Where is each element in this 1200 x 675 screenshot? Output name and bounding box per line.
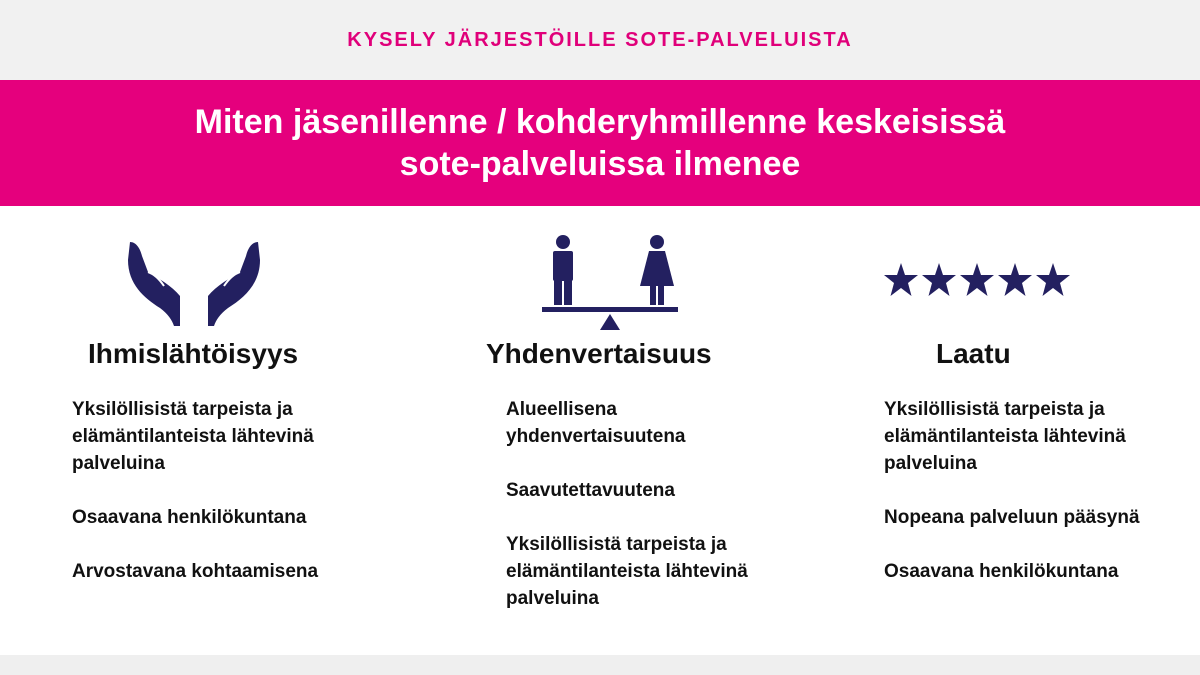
equality-scale-icon <box>540 234 680 330</box>
list-item: Osaavana henkilökuntana <box>884 561 1119 582</box>
list-item: Arvostavana kohtaamisena <box>72 561 319 582</box>
heading-ihmislahtoisyys: Ihmislähtöisyys <box>88 338 299 369</box>
list-item: Osaavana henkilökuntana <box>72 507 307 528</box>
five-stars-icon <box>884 263 1074 299</box>
list-item: Nopeana palveluun pääsynä <box>884 507 1140 528</box>
open-hands-icon <box>124 236 264 328</box>
top-bar <box>0 0 1200 80</box>
list-item: Yksilöllisistä tarpeista ja elämäntilanteista lähtevinä palveluina <box>506 534 748 609</box>
list-item: Yksilöllisistä tarpeista ja elämäntilanteista lähtevinä palveluina <box>72 399 314 474</box>
title-banner <box>0 80 1200 206</box>
page-title-line-1: Miten jäsenillenne / kohderyhmillenne keskeisissä <box>194 103 1006 141</box>
content-area <box>0 206 1200 655</box>
column-yhdenvertaisuus <box>400 206 800 655</box>
heading-laatu: Laatu <box>936 338 1011 369</box>
list-ihmislahtoisyys <box>72 396 372 585</box>
list-laatu <box>884 396 1184 585</box>
page-title-line-2: sote-palveluissa ilmenee <box>399 145 801 183</box>
list-yhdenvertaisuus <box>506 396 776 612</box>
survey-kicker: KYSELY JÄRJESTÖILLE SOTE-PALVELUISTA <box>347 28 853 51</box>
column-laatu <box>800 206 1200 655</box>
list-item: Saavutettavuutena <box>506 480 675 501</box>
column-ihmislahtoisyys <box>0 206 400 655</box>
heading-yhdenvertaisuus: Yhdenvertaisuus <box>486 338 712 369</box>
bottom-bar <box>0 655 1200 675</box>
list-item: Alueellisena yhdenvertaisuutena <box>506 399 686 447</box>
list-item: Yksilöllisistä tarpeista ja elämäntilanteista lähtevinä palveluina <box>884 399 1126 474</box>
